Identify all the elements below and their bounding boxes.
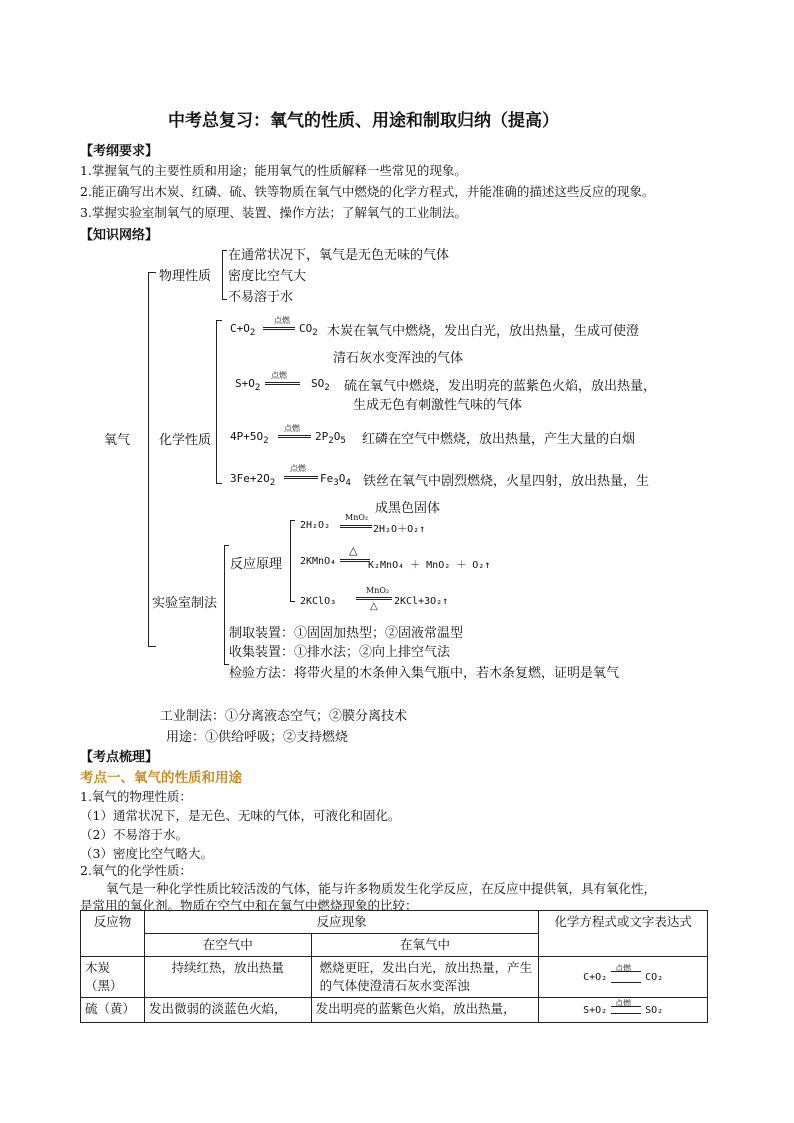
equation-sulfur-product: $SO_2$: [311, 377, 330, 394]
header-phenomenon: 反应现象: [144, 911, 538, 934]
reaction-iron-desc: 铁丝在氧气中剧烈燃烧，火星四射，放出热量，生: [363, 474, 650, 489]
reaction-sulfur-desc: 硫在氧气中燃烧，发出明亮的蓝紫色火焰，放出热量，: [344, 379, 657, 394]
lab-brace: [224, 545, 225, 665]
network-heading: 【知识网络】: [80, 228, 159, 243]
cell-reactant: 硫（黄）: [81, 998, 145, 1023]
condition-ignite: 点燃: [290, 464, 306, 473]
header-in-air: 在空气中: [144, 934, 311, 957]
root-brace: [148, 272, 149, 647]
condition-ignite: 点燃: [271, 371, 287, 380]
header-reactant: 反应物: [81, 911, 145, 957]
principle-2-heat: △: [349, 544, 358, 557]
condition-ignite: 点燃: [284, 424, 300, 433]
physical-brace: [222, 250, 223, 300]
point-1-title: 考点一、氧气的性质和用途: [80, 770, 242, 786]
principle-1-catalyst: MnO₂: [345, 513, 369, 522]
syllabus-item-1: 1.掌握氧气的主要性质和用途；能用氧气的性质解释一些常见的现象。: [80, 163, 467, 178]
physical-item-3: 不易溶于水: [228, 290, 294, 305]
uses: 用途：①供给呼吸；②支持燃烧: [166, 730, 349, 745]
principle-2-left: 2KMnO₄: [300, 556, 337, 567]
header-in-oxygen: 在氧气中: [311, 934, 539, 957]
lab-label: 实验室制法: [152, 596, 218, 611]
syllabus-item-3: 3.掌握实验室制氧气的原理、装置、操作方法；了解氧气的工业制法。: [80, 205, 467, 220]
table-row: [81, 998, 708, 1023]
principle-brace: [290, 520, 291, 602]
equation-phosphorus: $4P+5O_2$: [230, 430, 269, 447]
equation-iron-product: $Fe_3O_4$: [320, 472, 351, 489]
equation-carbon: $C+O_2$: [230, 322, 256, 339]
chem-paragraph-1: 氧气是一种化学性质比较活泼的气体，能与许多物质发生化学反应，在反应中提供氧，具有氧化性，: [106, 881, 657, 896]
chemical-label: 化学性质: [159, 433, 212, 448]
table-row: [81, 957, 708, 998]
equation-carbon-product: $CO_2$: [299, 322, 318, 339]
principle-3-right: 2KCl+3O₂↑: [394, 596, 449, 607]
cell-equation: C+O₂ 点燃 CO₂: [539, 957, 708, 998]
cell-reactant: 木炭（黑）: [81, 957, 145, 998]
principle-3-left: 2KClO₃: [300, 596, 337, 607]
chem-paragraph-2: 是常用的氧化剂。物质在空气中和在氧气中燃烧现象的比较：: [80, 898, 418, 913]
syllabus-heading: 【考纲要求】: [80, 144, 159, 159]
cell-equation: S+O₂ 点燃 SO₂: [539, 998, 708, 1023]
reaction-sulfur-desc-2: 生成无色有刺激性气味的气体: [353, 398, 523, 413]
points-heading: 【考点梳理】: [80, 750, 159, 765]
phys-item-1: （1）通常状况下，是无色、无味的气体，可液化和固化。: [80, 808, 401, 823]
page-title: 中考总复习：氧气的性质、用途和制取归纳（提高）: [168, 111, 559, 131]
lab-collection: 收集装置：①排水法；②向上排空气法: [229, 645, 451, 660]
reaction-phosphorus-desc: 红磷在空气中燃烧，放出热量，产生大量的白烟: [362, 432, 636, 447]
cell-air: 发出微弱的淡蓝色火焰，: [144, 998, 311, 1023]
chemical-brace: [216, 320, 217, 484]
equation-phosphorus-product: $2P_2O_5$: [315, 430, 346, 447]
principle-2-right: K₂MnO₄ ＋ MnO₂ ＋ O₂↑: [368, 560, 491, 571]
lab-apparatus: 制取装置：①固固加热型；②固液常温型: [229, 626, 464, 641]
syllabus-item-2: 2.能正确写出木炭、红磷、硫、铁等物质在氧气中燃烧的化学方程式，并能准确的描述这些反应的现象。: [80, 184, 655, 199]
physical-item-1: 在通常状况下，氧气是无色无味的气体: [228, 248, 450, 263]
equation-sulfur: $S+O_2$: [235, 377, 261, 394]
principle-1-right: 2H₂O＋O₂↑: [373, 524, 426, 535]
reaction-carbon-desc: 木炭在氧气中燃烧，发出白光，放出热量，生成可使澄: [327, 324, 640, 339]
cell-oxygen: 燃烧更旺，发出白光，放出热量，产生的气体使澄清石灰水变浑浊: [311, 957, 539, 998]
chem-heading: 2.氧气的化学性质：: [80, 863, 192, 878]
reaction-iron-desc-2: 成黑色固体: [375, 501, 441, 516]
condition-ignite: 点燃: [274, 316, 290, 325]
principle-3-catalyst: MnO₂: [366, 586, 390, 595]
principle-3-heat: △: [370, 601, 378, 612]
network-root-label: 氧气: [104, 433, 131, 448]
phys-item-2: （2）不易溶于水。: [80, 827, 188, 842]
equation-iron: $3Fe+2O_2$: [230, 472, 276, 489]
industry-method: 工业制法：①分离液态空气；②膜分离技术: [160, 709, 408, 724]
comparison-table: [80, 910, 708, 1023]
lab-test: 检验方法：将带火星的木条伸入集气瓶中，若木条复燃，证明是氧气: [229, 666, 620, 681]
reaction-carbon-desc-2: 清石灰水变浑浊的气体: [333, 351, 464, 366]
principle-1-left: 2H₂O₂: [300, 520, 331, 531]
phys-heading: 1.氧气的物理性质：: [80, 789, 192, 804]
physical-label: 物理性质: [159, 269, 212, 284]
cell-oxygen: 发出明亮的蓝紫色火焰，放出热量，: [311, 998, 539, 1023]
header-equation: 化学方程式或文字表达式: [539, 911, 708, 957]
phys-item-3: （3）密度比空气略大。: [80, 846, 213, 861]
physical-item-2: 密度比空气大: [228, 269, 307, 284]
cell-air: 持续红热，放出热量: [144, 957, 311, 998]
principle-label: 反应原理: [230, 557, 283, 572]
